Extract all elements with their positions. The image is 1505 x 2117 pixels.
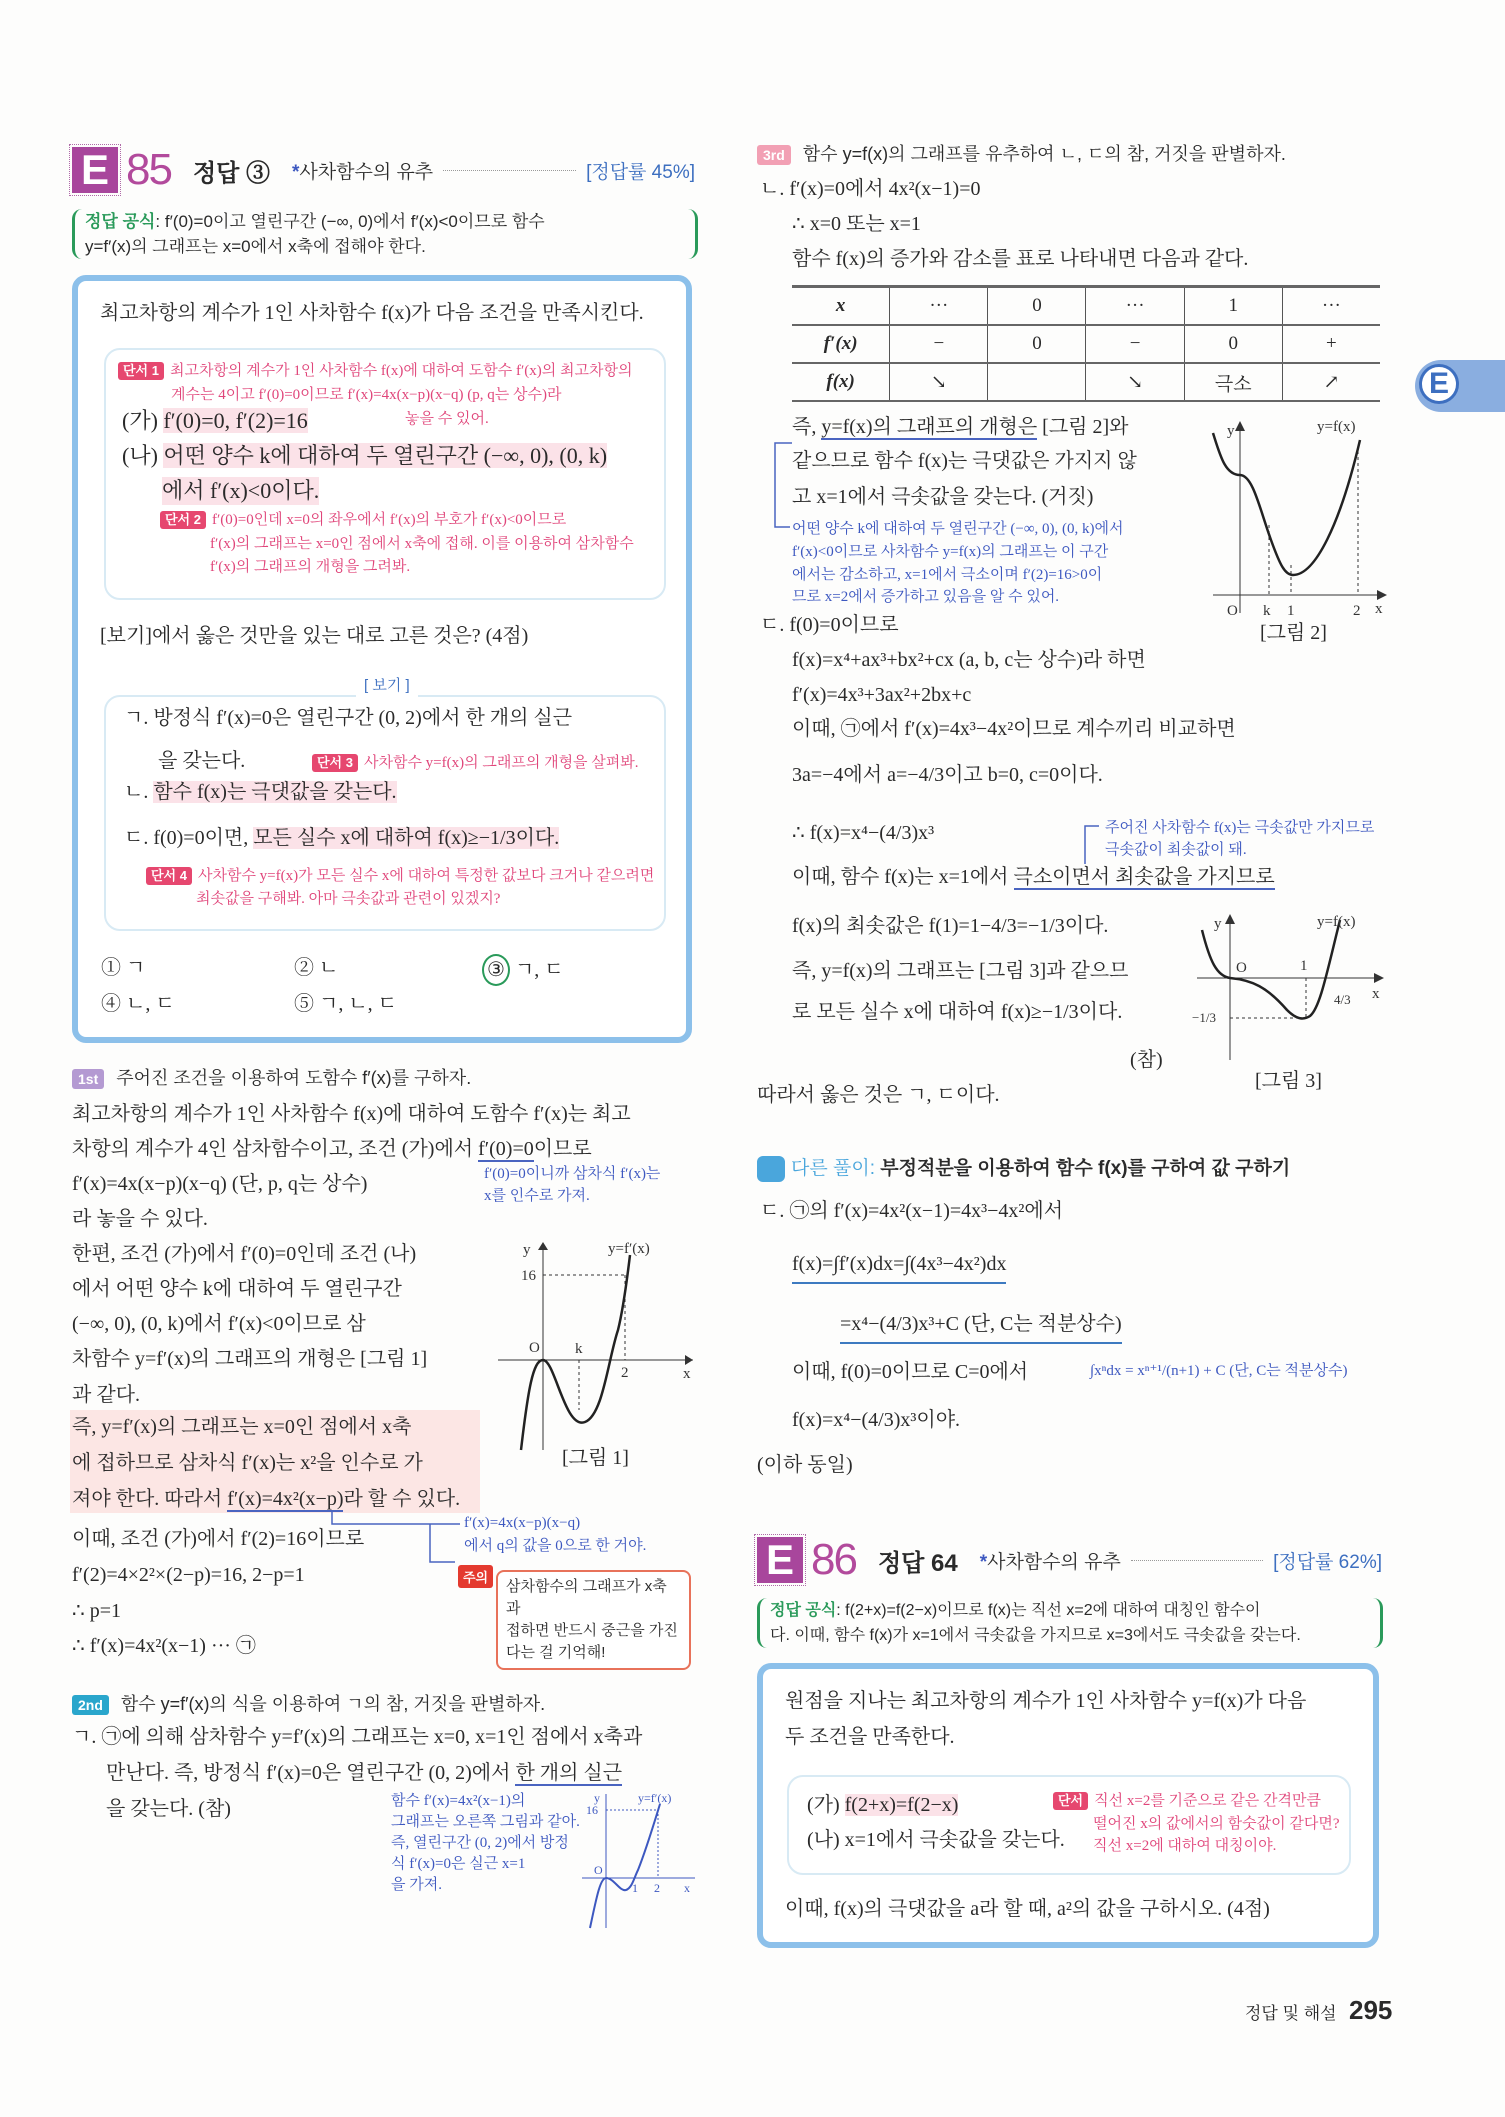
- text: ㄱ, ㄴ, ㄷ: [319, 993, 397, 1015]
- conclusion: 따라서 옳은 것은 ㄱ, ㄷ이다.: [757, 1084, 1000, 1106]
- element: [792, 287, 1380, 402]
- bogi-item-na: [124, 778, 397, 806]
- hint-2-line: f′(x)의 그래프는 x=0인 점에서 x축에 접해. 이를 이용하여 삼차함수: [210, 536, 634, 552]
- text: 다. 이때, 함수 f(x)가 x=1에서 극솟값을 가지므로 x=3에서도 극솟값을 갖는다.: [770, 1627, 1301, 1644]
- text: O: [1227, 603, 1238, 615]
- text-line: 즉, y=f′(x)의 그래프는 x=0인 점에서 x축: [72, 1416, 412, 1438]
- text: 0: [988, 287, 1086, 326]
- condition-na: [122, 442, 607, 470]
- text: 져야 한다. 따라서: [72, 1488, 228, 1510]
- text: (나): [122, 443, 158, 468]
- question: 이때, f(x)의 극댓값을 a라 할 때, a²의 값을 구하시오. (4점): [785, 1898, 1270, 1920]
- text: 극소: [1184, 363, 1282, 401]
- text-line: 차함수 y=f′(x)의 그래프의 개형은 [그림 1]: [72, 1348, 428, 1370]
- text: y: [1214, 916, 1222, 932]
- tick-2: 2: [621, 1365, 629, 1381]
- step-1-heading: [72, 1064, 471, 1092]
- origin-label: O: [529, 1340, 540, 1356]
- caution-badge: 주의: [458, 1565, 493, 1588]
- text: ㄱ: [126, 957, 146, 979]
- choice-5[interactable]: [294, 990, 397, 1018]
- text-line: ∴ p=1: [72, 1600, 122, 1622]
- text: ···: [890, 287, 988, 326]
- bogi-item-da: [124, 824, 559, 852]
- text-line: 에 접하므로 삼차식 f′(x)는 x²을 인수로 가: [72, 1452, 423, 1474]
- text-line: 함수 f(x)의 증가와 감소를 표로 나타내면 다음과 같다.: [792, 248, 1249, 270]
- side-note: f′(x)<0이므로 사차함수 y=f(x)의 그래프는 이 구간: [792, 544, 1109, 560]
- condition-na: [807, 1826, 1065, 1854]
- alt-solution-heading: [757, 1155, 1290, 1183]
- text-line: 이때, f(0)=0이므로 C=0에서: [792, 1361, 1029, 1383]
- text: f′(0)=0인데 x=0의 좌우에서 f′(x)의 부호가 f′(x)<0이므로: [211, 512, 567, 528]
- element: [775, 443, 792, 527]
- hint-1-line: 계수는 4이고 f′(0)=0이므로 f′(x)=4x(x−p)(x−q) (p, q는 상수)라: [171, 387, 562, 403]
- text: 삼차함수의 그래프가 x축과: [506, 1578, 667, 1617]
- side-note: f′(x)=4x(x−p)(x−q): [464, 1515, 581, 1531]
- text: 다는 걸 기억해!: [506, 1644, 606, 1661]
- text: x: [684, 1881, 690, 1895]
- answer-formula: [72, 209, 698, 259]
- text-line: f(x)=∫f′(x)dx=∫(4x³−4x²)dx: [792, 1250, 1006, 1284]
- text: −1/3: [1192, 1010, 1216, 1025]
- text-line: [792, 863, 1275, 891]
- table-row: [792, 325, 1380, 363]
- problem-85-header: [72, 145, 695, 195]
- text-line: (−∞, 0), (0, k)에서 f′(x)<0이므로 삼: [72, 1313, 366, 1335]
- choice-1[interactable]: [101, 954, 145, 982]
- text-line: ∴ x=0 또는 x=1: [792, 213, 921, 235]
- text: [988, 363, 1086, 401]
- side-note: 그래프는 오른쪽 그림과 같아.: [391, 1814, 580, 1830]
- text: 이때, 함수 f(x)는 x=1에서: [792, 866, 1014, 888]
- element: [980, 1547, 1121, 1574]
- problem-statement: 최고차항의 계수가 1인 사차함수 f(x)가 다음 조건을 만족시킨다.: [100, 302, 644, 324]
- y-label: y: [523, 1242, 531, 1258]
- text-line: 한편, 조건 (가)에서 f′(0)=0인데 조건 (나): [72, 1243, 417, 1265]
- element: [1235, 421, 1387, 600]
- text: 0: [1184, 325, 1282, 363]
- topic: [292, 157, 433, 184]
- text: 16: [586, 1803, 598, 1817]
- element: [770, 1598, 1370, 1623]
- side-note: 극솟값이 최솟값이 돼.: [1105, 842, 1247, 858]
- text-line: (이하 동일): [757, 1454, 853, 1476]
- text: 최고차항의 계수가 1인 사차함수 f(x)에 대하여 도함수 f′(x)의 최고차항의: [169, 363, 633, 379]
- text: ㄱ, ㄷ: [514, 959, 564, 981]
- text: y=f′(x): [638, 1791, 672, 1805]
- side-note: 에서 q의 값을 0으로 한 거야.: [464, 1538, 647, 1554]
- text: 부정적분을 이용하여 함수 f(x)를 구하여 값 구하기: [880, 1158, 1291, 1179]
- quartic-curve: [1213, 433, 1360, 575]
- text: −: [890, 325, 988, 363]
- text: f′(0)=0, f′(2)=16: [163, 408, 308, 433]
- text-line: ∴ f′(x)=4x²(x−1) ··· ㉠: [72, 1635, 256, 1657]
- text: x=1에서 극솟값을 갖는다.: [844, 1829, 1065, 1851]
- text: ㄷ. f(0)=0이면,: [124, 827, 249, 849]
- answer-formula: [757, 1598, 1383, 1648]
- problem-statement: 두 조건을 만족한다.: [785, 1726, 955, 1748]
- figure-2-caption: [그림 2]: [1260, 622, 1327, 644]
- text-line: ∴ f(x)=x⁴−(4/3)x³: [792, 822, 935, 844]
- figure-1-graph: [493, 1240, 698, 1455]
- text-line: 같으므로 함수 f(x)는 극댓값은 가지지 않: [792, 450, 1137, 472]
- answer-label: 정답 ③: [192, 159, 270, 187]
- text: ㄴ, ㄷ: [126, 993, 175, 1015]
- text: : f(2+x)=f(2−x)이므로 f(x)는 직선 x=2에 대하여 대칭인 함수이: [836, 1602, 1261, 1619]
- text: 함수 y=f(x)의 그래프를 유추하여 ㄴ, ㄷ의 참, 거짓을 판별하자.: [802, 144, 1286, 164]
- text: (가): [807, 1794, 840, 1816]
- asterisk-icon: *: [292, 161, 300, 183]
- hint-4: [146, 865, 654, 887]
- text: 0: [988, 325, 1086, 363]
- bogi-label: [ 보기 ]: [356, 675, 418, 697]
- text: 함수 y=f′(x)의 식을 이용하여 ㄱ의 참, 거짓을 판별하자.: [120, 1694, 546, 1714]
- text: ④: [101, 993, 121, 1015]
- side-note: 식 f′(x)=0은 실근 x=1: [391, 1856, 526, 1872]
- side-note: ∫xⁿdx = xⁿ⁺¹/(n+1) + C (단, C는 적분상수): [1090, 1363, 1348, 1379]
- text: 극소이면서 최솟값을 가지므로: [1013, 866, 1275, 888]
- text: 1: [632, 1881, 638, 1895]
- text: y: [594, 1791, 600, 1805]
- choice-2[interactable]: [294, 954, 338, 982]
- increase-decrease-table: [792, 285, 1380, 402]
- text-line: f(x)의 최솟값은 f(1)=1−4/3=−1/3이다.: [792, 915, 1109, 937]
- text: O: [1236, 960, 1247, 976]
- text: 직선 x=2를 기준으로 같은 간격만큼: [1094, 1793, 1321, 1809]
- dotted-leader: [443, 170, 576, 171]
- text-line: ㄱ. ㉠에 의해 삼차함수 y=f′(x)의 그래프는 x=0, x=1인 점에서 x축과: [72, 1726, 643, 1748]
- answer-label: 정답 64: [877, 1549, 958, 1577]
- text-line: f′(x)=4x³+3ax²+2bx+c: [792, 684, 972, 706]
- text: 2: [654, 1881, 660, 1895]
- text: ⑤: [294, 993, 314, 1015]
- side-note: f′(0)=0이니까 삼차식 f′(x)는: [484, 1166, 661, 1182]
- text: y=f(x): [1317, 419, 1356, 435]
- dice-icon: [757, 1156, 785, 1182]
- text: y=f(x)의 그래프의 개형은: [821, 416, 1038, 438]
- section-letter-badge: E: [72, 147, 118, 193]
- text: 단서 1: [118, 362, 164, 380]
- quartic-curve: [1202, 920, 1340, 1018]
- text: 모든 실수 x에 대하여 f(x)≥−1/3이다.: [253, 827, 560, 849]
- table-row: [792, 287, 1380, 326]
- text: 정답 공식: [85, 212, 156, 231]
- text-line: [72, 1135, 592, 1163]
- section-letter-badge: E: [757, 1537, 803, 1583]
- text-line: 로 모든 실수 x에 대하여 f(x)≥−1/3이다.: [792, 1001, 1123, 1023]
- element: [538, 1242, 693, 1365]
- step-2-small-graph: [580, 1790, 698, 1930]
- text: ↘: [890, 363, 988, 401]
- text-line: [72, 1485, 460, 1513]
- figure-1-caption: [그림 1]: [562, 1447, 629, 1469]
- text: 2: [1353, 603, 1361, 615]
- text: f′(x): [823, 333, 858, 354]
- note-bracket: [772, 442, 794, 532]
- text: 사차함수 y=f(x)가 모든 실수 x에 대하여 특정한 값보다 크거나 같으려면: [197, 868, 655, 884]
- page-number: 295: [1349, 1995, 1393, 2025]
- text-line: 과 같다.: [72, 1384, 140, 1406]
- text-line: f(x)=x⁴−(4/3)x³이야.: [792, 1409, 961, 1431]
- step-3-heading: [757, 140, 1286, 168]
- text: y: [1227, 423, 1235, 439]
- caution-note: [496, 1570, 691, 1670]
- text: 3rd: [757, 145, 791, 165]
- text: 2nd: [72, 1695, 109, 1715]
- text: 사차함수의 유추: [987, 1551, 1121, 1573]
- text: −: [1086, 325, 1184, 363]
- text-line: ㄷ. f(0)=0이므로: [760, 614, 899, 636]
- side-note: x를 인수로 가져.: [484, 1188, 590, 1204]
- hint-line: 떨어진 x의 값에서의 함숫값이 같다면?: [1093, 1816, 1340, 1832]
- figure-3-graph: [1192, 912, 1387, 1062]
- hint-2-line: f′(x)의 그래프의 개형을 그려봐.: [210, 559, 411, 575]
- text: 단서 2: [160, 511, 206, 529]
- hint-1: [118, 360, 632, 382]
- text: 접하면 반드시 중근을 가진: [506, 1622, 678, 1639]
- text-line: =x⁴−(4/3)x³+C (단, C는 적분상수): [840, 1310, 1122, 1344]
- text: ···: [1086, 287, 1184, 326]
- text: 주어진 조건을 이용하여 도함수 f′(x)를 구하자.: [116, 1068, 472, 1088]
- section-tab-letter: E: [1419, 364, 1459, 404]
- step-2-heading: [72, 1690, 545, 1718]
- hint-2: [160, 509, 566, 531]
- text-line: 이때, 조건 (가)에서 f′(2)=16이므로: [72, 1528, 365, 1550]
- choice-3-selected[interactable]: [482, 954, 564, 986]
- text: x: [1375, 601, 1383, 615]
- text-line: (참): [1130, 1049, 1163, 1071]
- text-line: f′(2)=4×2²×(2−p)=16, 2−p=1: [72, 1564, 305, 1586]
- element: [1131, 1560, 1263, 1561]
- hint-1-line: 놓을 수 있어.: [405, 411, 489, 427]
- side-note: 어떤 양수 k에 대하여 두 열린구간 (−∞, 0), (0, k)에서: [792, 521, 1124, 537]
- text: 라 할 수 있다.: [343, 1488, 461, 1510]
- text: 1: [1184, 287, 1282, 326]
- question: [보기]에서 옳은 것만을 있는 대로 고른 것은? (4점): [100, 625, 529, 647]
- text-line: [106, 1759, 622, 1787]
- text: y=f′(x)의 그래프는 x=0에서 x축에 접해야 한다.: [85, 237, 426, 256]
- correct-rate: [정답률 62%]: [1273, 1551, 1382, 1573]
- side-note: 므로 x=2에서 증가하고 있음을 알 수 있어.: [792, 589, 1060, 605]
- text: f(x): [826, 371, 855, 392]
- text-line: 고 x=1에서 극솟값을 갖는다. (거짓): [792, 486, 1094, 508]
- tick-16: 16: [521, 1268, 536, 1284]
- note-arrow: [1083, 820, 1103, 865]
- text-line: 이때, ㉠에서 f′(x)=4x³−4x²이므로 계수끼리 비교하면: [792, 718, 1236, 740]
- text: 만난다. 즉, 방정식 f′(x)=0은 열린구간 (0, 2)에서: [106, 1762, 516, 1784]
- text: 사차함수 y=f(x)의 그래프의 개형을 살펴봐.: [363, 755, 639, 771]
- text: 차항의 계수가 4인 삼차함수이고, 조건 (가)에서: [72, 1138, 479, 1160]
- text: 4/3: [1334, 992, 1351, 1007]
- side-note: 주어진 사차함수 f(x)는 극솟값만 가지므로: [1105, 820, 1375, 836]
- condition-ga: [122, 407, 308, 435]
- text: ↗: [1282, 363, 1380, 401]
- asterisk-icon: *: [979, 1551, 988, 1573]
- text: +: [1282, 325, 1380, 363]
- text: 단서: [1053, 1792, 1088, 1810]
- condition-na-line2: 에서 f′(x)<0이다.: [162, 478, 320, 503]
- answer-circle-mark: ③: [482, 954, 510, 986]
- correct-rate: [정답률 45%]: [586, 161, 695, 183]
- text: ↘: [1086, 363, 1184, 401]
- text: 단서 3: [312, 754, 358, 772]
- figure-2-graph: [1205, 415, 1390, 615]
- text-line: 3a=−4에서 a=−4/3이고 b=0, c=0이다.: [792, 764, 1103, 786]
- text: 다른 풀이:: [791, 1158, 875, 1179]
- text: 사차함수의 유추: [299, 161, 434, 183]
- hint-4-line: 최솟값을 구해봐. 아마 극솟값과 관련이 있겠지?: [196, 891, 501, 907]
- text: x: [1372, 986, 1380, 1002]
- text: ㄴ.: [124, 781, 149, 803]
- bogi-item-ga: ㄱ. 방정식 f′(x)=0은 열린구간 (0, 2)에서 한 개의 실근: [124, 707, 573, 729]
- text-line: 에서 어떤 양수 k에 대하여 두 열린구간: [72, 1278, 402, 1300]
- text: O: [594, 1863, 603, 1877]
- footer-label: 정답 및 해설: [1245, 2004, 1337, 2023]
- problem-statement: 원점을 지나는 최고차항의 계수가 1인 사차함수 y=f(x)가 다음: [785, 1690, 1307, 1712]
- text-line: ㄴ. f′(x)=0에서 4x²(x−1)=0: [760, 178, 981, 200]
- hint: [1053, 1790, 1321, 1812]
- text: x: [835, 295, 846, 316]
- text: 어떤 양수 k에 대하여 두 열린구간 (−∞, 0), (0, k): [163, 443, 608, 468]
- choice-4[interactable]: [101, 990, 175, 1018]
- text: 정답 공식: [770, 1602, 837, 1619]
- text: y=f(x): [1317, 914, 1356, 930]
- text-line: [792, 413, 1128, 441]
- text-line: 라 놓을 수 있다.: [72, 1208, 208, 1230]
- bogi-item-ga-line2: 을 갖는다.: [158, 750, 246, 772]
- text: 한 개의 실근: [515, 1762, 623, 1784]
- text: 이므로: [533, 1138, 592, 1160]
- text: ···: [1282, 287, 1380, 326]
- text: 1: [1287, 603, 1295, 615]
- text-line: 을 갖는다. (참): [106, 1798, 231, 1820]
- figure-3-caption: [그림 3]: [1255, 1070, 1322, 1092]
- text: ②: [294, 957, 314, 979]
- text-line: 최고차항의 계수가 1인 사차함수 f(x)에 대하여 도함수 f′(x)는 최고: [72, 1103, 631, 1125]
- curve-label: y=f′(x): [608, 1241, 650, 1257]
- text: (가): [122, 408, 158, 433]
- side-note: 즉, 열린구간 (0, 2)에서 방정: [391, 1835, 569, 1851]
- hint-line: 직선 x=2에 대하여 대칭이야.: [1093, 1838, 1277, 1854]
- text: : f′(0)=0이고 열린구간 (−∞, 0)에서 f′(x)<0이므로 함수: [155, 212, 545, 231]
- section-tab-e[interactable]: [1415, 360, 1505, 412]
- element: [1085, 826, 1099, 864]
- text: ㄴ: [319, 957, 339, 979]
- condition-ga: [807, 1791, 958, 1819]
- text: f′(x)=4x²(x−p): [227, 1488, 344, 1510]
- text: f′(0)=0: [478, 1138, 534, 1160]
- page-footer: [1245, 1995, 1392, 2026]
- text: 함수 f(x)는 극댓값을 갖는다.: [153, 781, 397, 803]
- k-label: k: [575, 1341, 583, 1357]
- hint-3: [312, 752, 639, 774]
- text: 단서 4: [146, 867, 192, 885]
- problem-number: 86: [811, 1535, 856, 1584]
- text: k: [1263, 603, 1271, 615]
- table-row: [792, 363, 1380, 401]
- text: [그림 2]와: [1037, 416, 1129, 438]
- side-note: 을 가져.: [391, 1877, 442, 1893]
- text: ①: [101, 957, 121, 979]
- text-line: f(x)=x⁴+ax³+bx²+cx (a, b, c는 상수)라 하면: [792, 649, 1146, 671]
- text: 1st: [72, 1069, 104, 1089]
- text: (나): [807, 1829, 840, 1851]
- side-note: 함수 f′(x)=4x²(x−1)의: [391, 1793, 526, 1809]
- text: 즉,: [792, 416, 822, 438]
- problem-86-header: [757, 1535, 1382, 1585]
- text-line: ㄷ. ㉠의 f′(x)=4x²(x−1)=4x³−4x²에서: [760, 1200, 1064, 1222]
- text: f(2+x)=f(2−x): [844, 1794, 959, 1816]
- side-note: 에서는 감소하고, x=1에서 극소이며 f′(2)=16>0이: [792, 567, 1103, 583]
- problem-number: 85: [126, 145, 171, 194]
- element: [85, 209, 685, 234]
- text: 1: [1300, 958, 1308, 974]
- text-line: f′(x)=4x(x−p)(x−q) (단, p, q는 상수): [72, 1173, 368, 1195]
- x-label: x: [683, 1366, 691, 1382]
- text-line: 즉, y=f(x)의 그래프는 [그림 3]과 같으므: [792, 960, 1129, 982]
